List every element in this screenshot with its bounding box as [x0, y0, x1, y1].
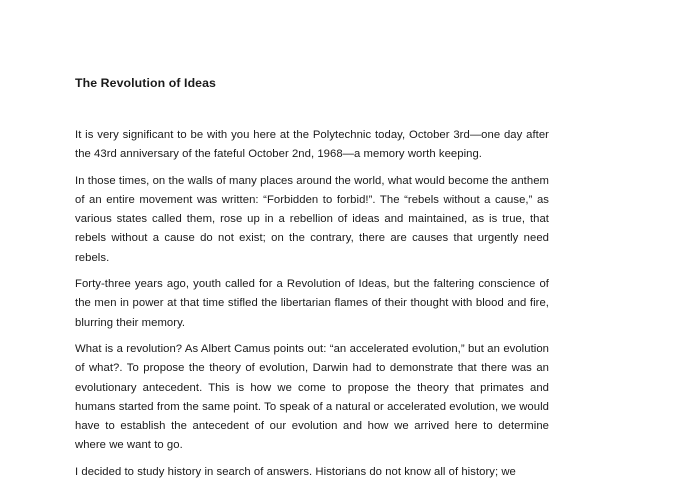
- document-page: [75, 73, 549, 489]
- paragraph-3: Forty-three years ago, youth called for a Revolution of Ideas, but the faltering conscience of the men in power at that time stifled the libertarian flames of their thought with blood and fire, blurring their memory.: [75, 278, 549, 329]
- paragraph-1: It is very significant to be with you here at the Polytechnic today, October 3rd—one day after the 43rd anniversary of the fateful October 2nd, 1968—a memory worth keeping.: [75, 129, 549, 161]
- paragraph-4: What is a revolution? As Albert Camus points out: “an accelerated evolution,” but an evolution of what?. To propose the theory of evolution, Darwin had to demonstrate that there was an evolutionary antecedent. This is how we come to propose the theory that primates and humans started from the same point. To speak of a natural or accelerated evolution, we would have to establish the antecedent of our evolution and how we arrived here to determine where we want to go.: [75, 342, 549, 452]
- paragraph-2: In those times, on the walls of many places around the world, what would become the anthem of an entire movement was written: “Forbidden to forbid!”. The “rebels without a cause,” as various states called them, rose up in a rebellion of ideas and maintained, as is true, that rebels without a cause do not exist; on the contrary, there are causes that urgently need rebels.: [75, 174, 549, 264]
- document-body: [75, 126, 549, 482]
- paragraph-5: I decided to study history in search of answers. Historians do not know all of history; we: [75, 465, 516, 478]
- document-title: The Revolution of Ideas: [75, 76, 216, 90]
